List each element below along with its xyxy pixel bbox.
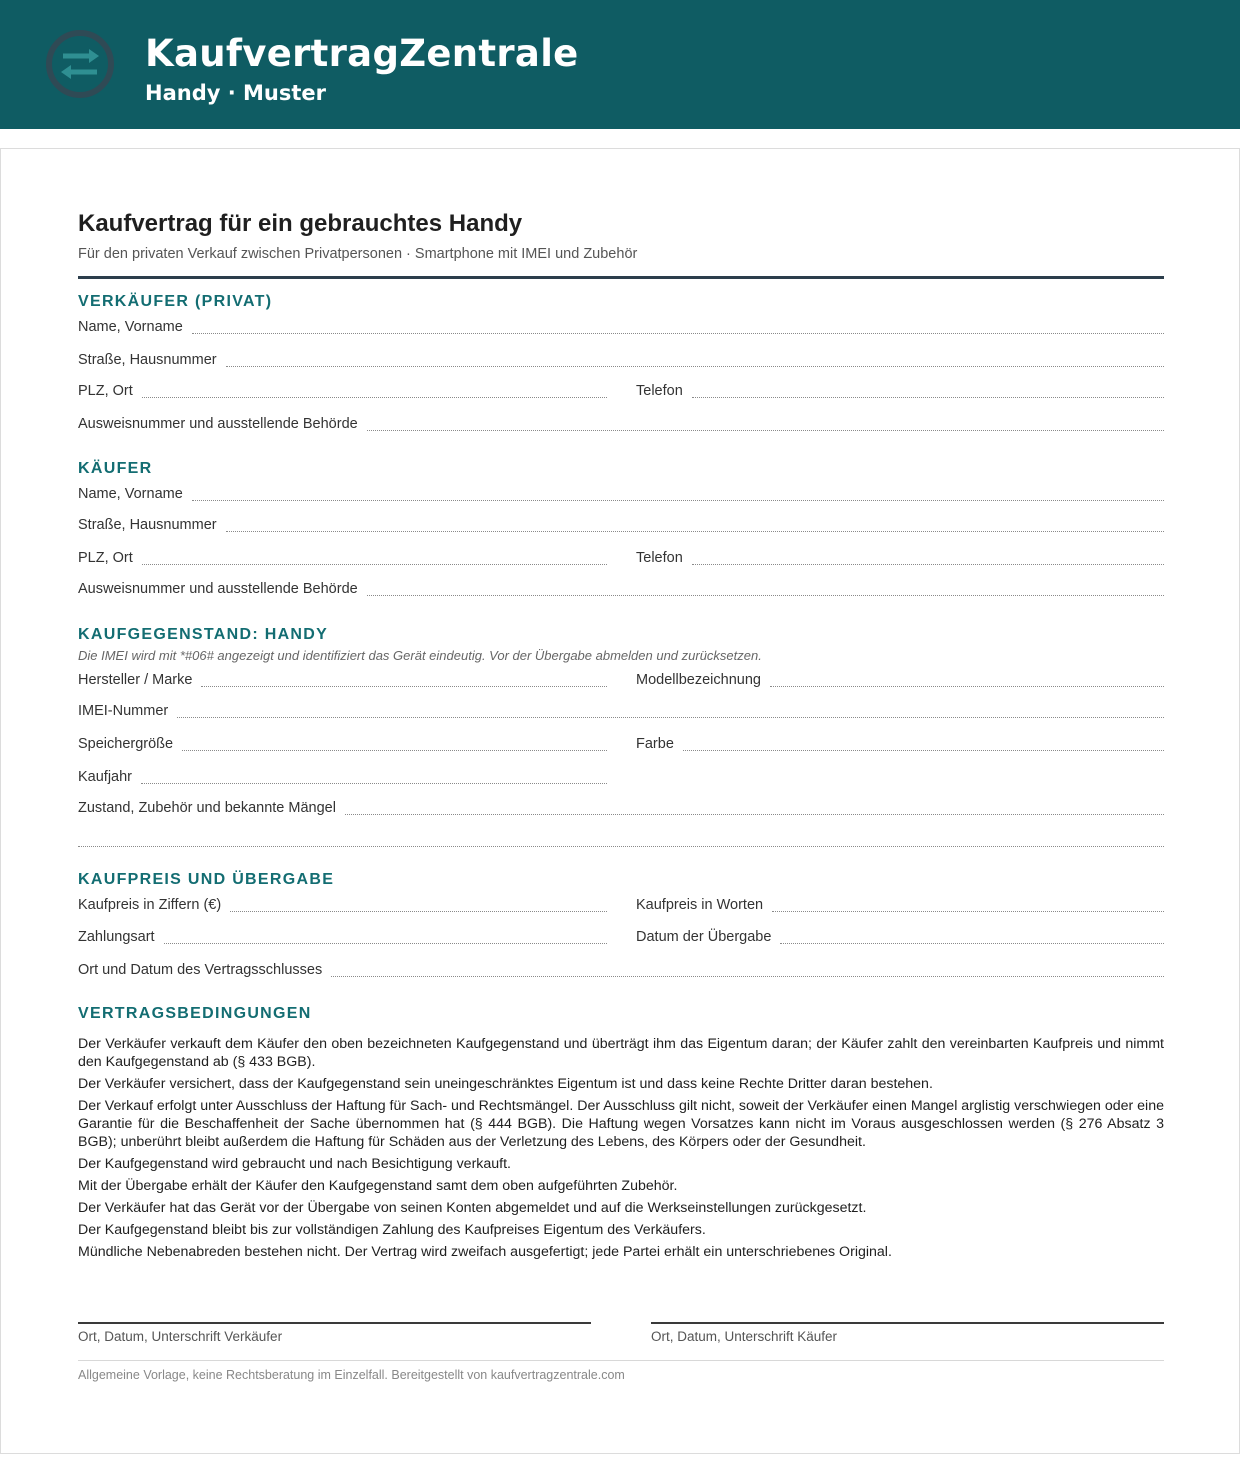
field-label: Straße, Hausnummer <box>78 352 217 368</box>
handover-date-field[interactable] <box>636 926 1164 946</box>
item-heading: KAUFGEGENSTAND: HANDY <box>78 626 329 643</box>
price-words-field[interactable] <box>636 894 1164 914</box>
condition-extra-line[interactable] <box>78 846 1164 847</box>
app-header <box>0 0 1240 129</box>
buyer-name-field[interactable] <box>78 483 1164 503</box>
fill-line <box>692 564 1164 565</box>
field-label: Telefon <box>636 383 683 399</box>
field-label: Telefon <box>636 550 683 566</box>
imei-note: Die IMEI wird mit *#06# angezeigt und identifiziert das Gerät eindeutig. Vor der Übergabe abmelden und zurücksetzen. <box>78 648 762 663</box>
model-field[interactable] <box>636 669 1164 689</box>
buyer-city-field[interactable] <box>78 547 607 567</box>
storage-field[interactable] <box>78 733 607 753</box>
contract-place-date-field[interactable] <box>78 959 1164 979</box>
fill-line <box>780 943 1164 944</box>
buyer-signature-label: Ort, Datum, Unterschrift Käufer <box>651 1329 838 1344</box>
brand-title: KaufvertragZentrale <box>145 32 579 75</box>
condition-field[interactable] <box>78 797 1164 817</box>
field-label: Modellbezeichnung <box>636 672 761 688</box>
field-label: Farbe <box>636 736 674 752</box>
fill-line <box>772 911 1164 912</box>
seller-city-field[interactable] <box>78 380 607 400</box>
imei-field[interactable] <box>78 700 1164 720</box>
fill-line <box>367 430 1164 431</box>
brand-subtitle: Handy · Muster <box>145 81 327 105</box>
field-label: Hersteller / Marke <box>78 672 193 688</box>
terms-paragraph: Mit der Übergabe erhält der Käufer den Kaufgegenstand samt dem oben aufgeführten Zubehör. <box>78 1178 678 1194</box>
document-subtitle: Für den privaten Verkauf zwischen Privatpersonen · Smartphone mit IMEI und Zubehör <box>78 246 638 262</box>
field-label: Kaufpreis in Ziffern (€) <box>78 897 222 913</box>
terms-paragraph: Der Verkäufer hat das Gerät vor der Übergabe von seinen Konten abgemeldet und auf die Werkseinstellungen zurückgesetzt. <box>78 1200 867 1216</box>
seller-id-field[interactable] <box>78 413 1164 433</box>
fill-line <box>230 911 607 912</box>
seller-signature-line[interactable] <box>78 1322 591 1324</box>
field-label: PLZ, Ort <box>78 550 133 566</box>
buyer-id-field[interactable] <box>78 578 1164 598</box>
terms-paragraph: Der Verkauf erfolgt unter Ausschluss der Haftung für Sach- und Rechtsmängel. Der Ausschluss gilt nicht, soweit der Verkäufer einen Mangel arglistig verschwiegen oder eine Garantie für die Beschaffenheit der Sache übernommen hat (§ 444 BGB). Die Haftung wegen Vorsatzes kann nicht im Voraus ausgeschlossen werden (§ 276 Absatz 3 BGB); unberührt bleibt außerdem die Haftung für Schäden aus der Verletzung des Lebens, des Körpers oder der Gesundheit. <box>78 1098 1164 1150</box>
field-label: Ort und Datum des Vertragsschlusses <box>78 962 323 978</box>
fill-line <box>201 686 607 687</box>
purchase-year-field[interactable] <box>78 766 607 786</box>
color-field[interactable] <box>636 733 1164 753</box>
terms-heading: VERTRAGSBEDINGUNGEN <box>78 1005 312 1022</box>
fill-line <box>142 564 607 565</box>
seller-street-field[interactable] <box>78 349 1164 369</box>
price-heading: KAUFPREIS UND ÜBERGABE <box>78 871 335 888</box>
fill-line <box>367 595 1164 596</box>
field-label: Ausweisnummer und ausstellende Behörde <box>78 581 358 597</box>
fill-line <box>770 686 1164 687</box>
field-label: IMEI-Nummer <box>78 703 169 719</box>
fill-line <box>345 814 1164 815</box>
buyer-phone-field[interactable] <box>636 547 1164 567</box>
field-label: Straße, Hausnummer <box>78 517 217 533</box>
fill-line <box>226 366 1164 367</box>
fill-line <box>164 943 607 944</box>
fill-line <box>141 783 607 784</box>
buyer-signature-line[interactable] <box>651 1322 1164 1324</box>
seller-name-field[interactable] <box>78 316 1164 336</box>
field-label: Zustand, Zubehör und bekannte Mängel <box>78 800 336 816</box>
seller-phone-field[interactable] <box>636 380 1164 400</box>
manufacturer-field[interactable] <box>78 669 607 689</box>
buyer-heading: KÄUFER <box>78 460 153 477</box>
fill-line <box>192 333 1164 334</box>
fill-line <box>683 750 1164 751</box>
field-label: Datum der Übergabe <box>636 929 772 945</box>
terms-list <box>78 1035 1164 1265</box>
field-label: Kaufjahr <box>78 769 133 785</box>
seller-heading: VERKÄUFER (PRIVAT) <box>78 293 273 310</box>
field-label: PLZ, Ort <box>78 383 133 399</box>
price-digits-field[interactable] <box>78 894 607 914</box>
buyer-street-field[interactable] <box>78 514 1164 534</box>
terms-paragraph: Der Kaufgegenstand bleibt bis zur vollständigen Zahlung des Kaufpreises Eigentum des Verkäufers. <box>78 1222 706 1238</box>
fill-line <box>182 750 607 751</box>
terms-paragraph: Mündliche Nebenabreden bestehen nicht. Der Vertrag wird zweifach ausgefertigt; jede Partei erhält ein unterschriebenes Original. <box>78 1244 892 1260</box>
field-label: Name, Vorname <box>78 319 183 335</box>
payment-method-field[interactable] <box>78 926 607 946</box>
swap-arrows-icon <box>45 29 115 99</box>
terms-paragraph: Der Verkäufer versichert, dass der Kaufgegenstand sein uneingeschränktes Eigentum ist und dass keine Rechte Dritter daran bestehen. <box>78 1076 933 1092</box>
fill-line <box>331 976 1164 977</box>
document-title: Kaufvertrag für ein gebrauchtes Handy <box>78 210 523 237</box>
title-divider <box>78 276 1164 279</box>
fill-line <box>226 531 1164 532</box>
fill-line <box>692 397 1164 398</box>
fill-line <box>177 717 1164 718</box>
fill-line <box>142 397 607 398</box>
field-label: Speichergröße <box>78 736 174 752</box>
field-label: Ausweisnummer und ausstellende Behörde <box>78 416 358 432</box>
terms-paragraph: Der Kaufgegenstand wird gebraucht und nach Besichtigung verkauft. <box>78 1156 511 1172</box>
footer-disclaimer: Allgemeine Vorlage, keine Rechtsberatung im Einzelfall. Bereitgestellt von kaufvertragzentrale.com <box>78 1368 625 1382</box>
field-label: Zahlungsart <box>78 929 155 945</box>
field-label: Name, Vorname <box>78 486 183 502</box>
terms-paragraph: Der Verkäufer verkauft dem Käufer den oben bezeichneten Kaufgegenstand und überträgt ihm das Eigentum daran; der Käufer zahlt den vereinbarten Kaufpreis und nimmt den Kaufgegenstand ab (§ 433 BGB). <box>78 1036 1164 1070</box>
footer-divider <box>78 1360 1164 1361</box>
seller-signature-label: Ort, Datum, Unterschrift Verkäufer <box>78 1329 283 1344</box>
fill-line <box>192 500 1164 501</box>
field-label: Kaufpreis in Worten <box>636 897 764 913</box>
